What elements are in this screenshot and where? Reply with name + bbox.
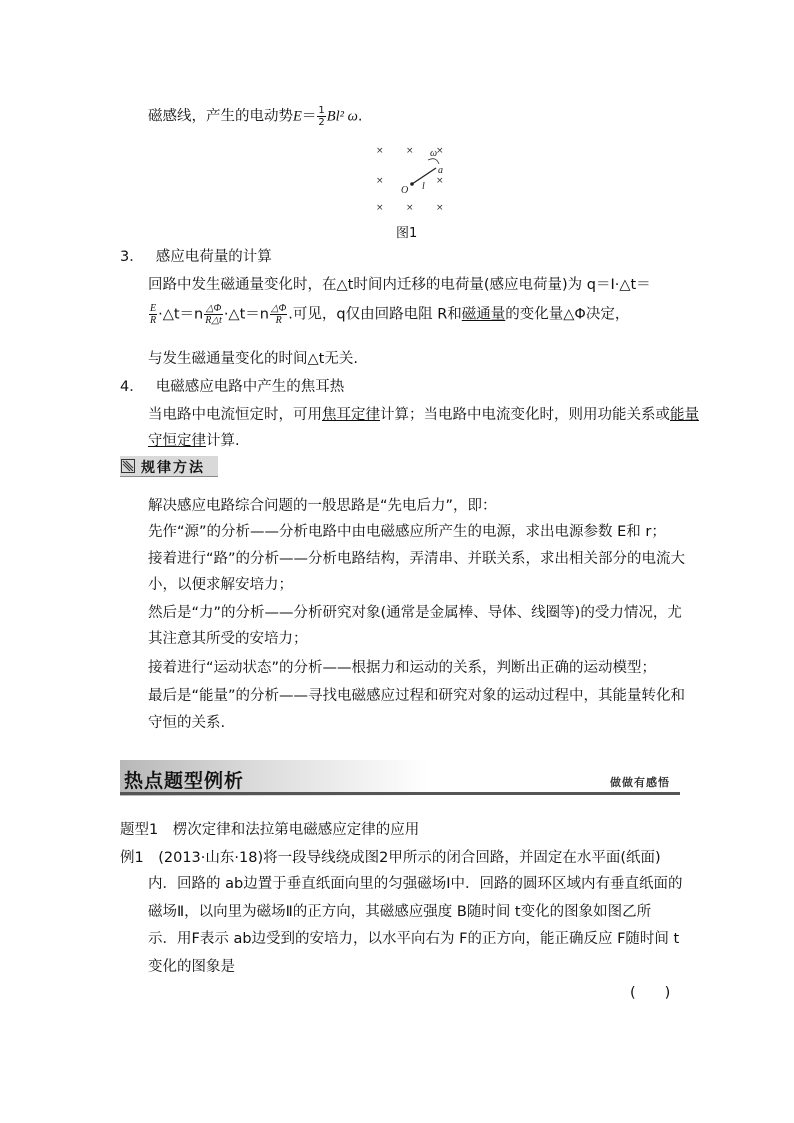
question-line: 示．用F表示 ab边受到的安培力，以水平向右为 F的正方向，能正确反应 F随时间 t [148, 931, 680, 947]
emf-symbol: E [293, 108, 302, 125]
field-cross: × [436, 176, 444, 186]
field-cross: × [376, 146, 384, 156]
item-4-line-1: 当电路中电流恒定时，可用焦耳定律计算；当电路中电流变化时，则用功能关系或能量 [148, 407, 699, 423]
pivot-point [410, 182, 414, 186]
item-4-number: 4． [120, 379, 144, 395]
section-right-label: 做做有感悟 [610, 776, 670, 789]
item-3-heading [120, 247, 272, 267]
emf-formula-rhs: Bl² ω [326, 108, 358, 125]
question-line: 例1 (2013·山东·18)将一段导线绕成图2甲所示的闭合回路，并固定在水平面(纸面) [120, 850, 661, 866]
section-title: 热点题型例析 [124, 770, 245, 792]
question-line: 变化的图象是 [148, 959, 235, 975]
emf-text: 磁感线，产生的电动势 [148, 108, 293, 125]
method-line: 最后是“能量”的分析——寻找电磁感应过程和研究对象的运动过程中，其能量转化和 [148, 688, 686, 704]
equals-sign: ＝ [301, 108, 317, 125]
method-line: 先作“源”的分析——分析电路中由电磁感应所产生的电源，求出电源参数 E和 r； [148, 524, 666, 540]
method-line: 守恒的关系. [148, 715, 226, 731]
field-cross: × [406, 146, 414, 156]
underlined-term-flux: 磁通量 [461, 306, 506, 323]
field-cross: × [376, 203, 384, 213]
figure-1-diagram [368, 140, 448, 218]
method-header-title: 规律方法 [141, 460, 205, 476]
field-cross: × [406, 203, 414, 213]
item-3-title: 感应电荷量的计算 [155, 249, 272, 265]
item-3-line-1: 回路中发生磁通量变化时，在△t时间内迁移的电荷量(感应电荷量)为 q＝I·△t＝ [148, 277, 651, 293]
fraction-e-over-r: $\frac{E}{R}$ [150, 303, 157, 326]
omega-label: ω [430, 148, 438, 159]
fraction-dphi-over-rdt: $\frac{\triangle\Phi}{R\triangle t}$ [205, 303, 222, 326]
paragraph-emf: 磁感线，产生的电动势E＝ $\frac{1}{2}$ Bl² ω. [148, 105, 363, 128]
question-type-heading: 题型1 楞次定律和法拉第电磁感应定律的应用 [120, 822, 420, 838]
answer-bracket: ( ) [630, 985, 671, 1001]
field-cross: × [436, 203, 444, 213]
method-line: 然后是“力”的分析——分析研究对象(通常是金属棒、导体、线圈等)的受力情况，尤 [148, 605, 682, 621]
method-header-icon [121, 459, 135, 473]
item-3-number: 3． [120, 249, 144, 265]
question-line: 内．回路的 ab边置于垂直纸面向里的匀强磁场Ⅰ中．回路的圆环区域内有垂直纸面的 [148, 876, 683, 892]
item-3-line-2: $\frac{E}{R}$ ·△t＝n $\frac{\triangle\Phi}{R\triangle t}$ ·△t＝n $\frac{\triangle\Phi}{R}$ .可见，q仅由回路电阻 R和磁通量的变化量△Φ决定， [150, 303, 630, 326]
item-3-line-3: 与发生磁通量变化的时间△t无关. [148, 351, 358, 367]
figure-1-caption: 图1 [396, 226, 418, 241]
half-fraction: $\frac{1}{2}$ [318, 105, 325, 128]
field-cross: × [376, 176, 384, 186]
method-line: 小，以便求解安培力； [148, 577, 293, 593]
underlined-term-energy: 能量 [670, 407, 699, 423]
question-line: 磁场Ⅱ，以向里为磁场Ⅱ的正方向，其磁感应强度 B随时间 t变化的图象如图乙所 [148, 904, 652, 920]
rotation-arc [428, 159, 439, 164]
method-line: 接着进行“路”的分析——分析电路结构，弄清串、并联关系，求出相关部分的电流大 [148, 551, 686, 567]
method-line: 接着进行“运动状态”的分析——根据力和运动的关系，判断出正确的运动模型； [148, 660, 657, 676]
underlined-term-joule-law: 焦耳定律 [322, 407, 380, 423]
item-4-title: 电磁感应电路中产生的焦耳热 [155, 379, 345, 395]
point-a-label: a [438, 165, 443, 176]
underlined-term-conservation-law: 守恒定律 [148, 433, 206, 449]
fraction-dphi-over-r: $\frac{\triangle\Phi}{R}$ [270, 303, 287, 326]
point-o-label: O [401, 185, 409, 196]
field-cross: × [436, 146, 444, 156]
item-4-line-2: 守恒定律计算. [148, 433, 240, 449]
method-line: 其注意其所受的安培力； [148, 631, 308, 647]
rod-length-label: l [422, 181, 425, 192]
item-4-heading [120, 377, 344, 397]
method-line: 解决感应电路综合问题的一般思路是“先电后力”，即： [148, 498, 497, 514]
